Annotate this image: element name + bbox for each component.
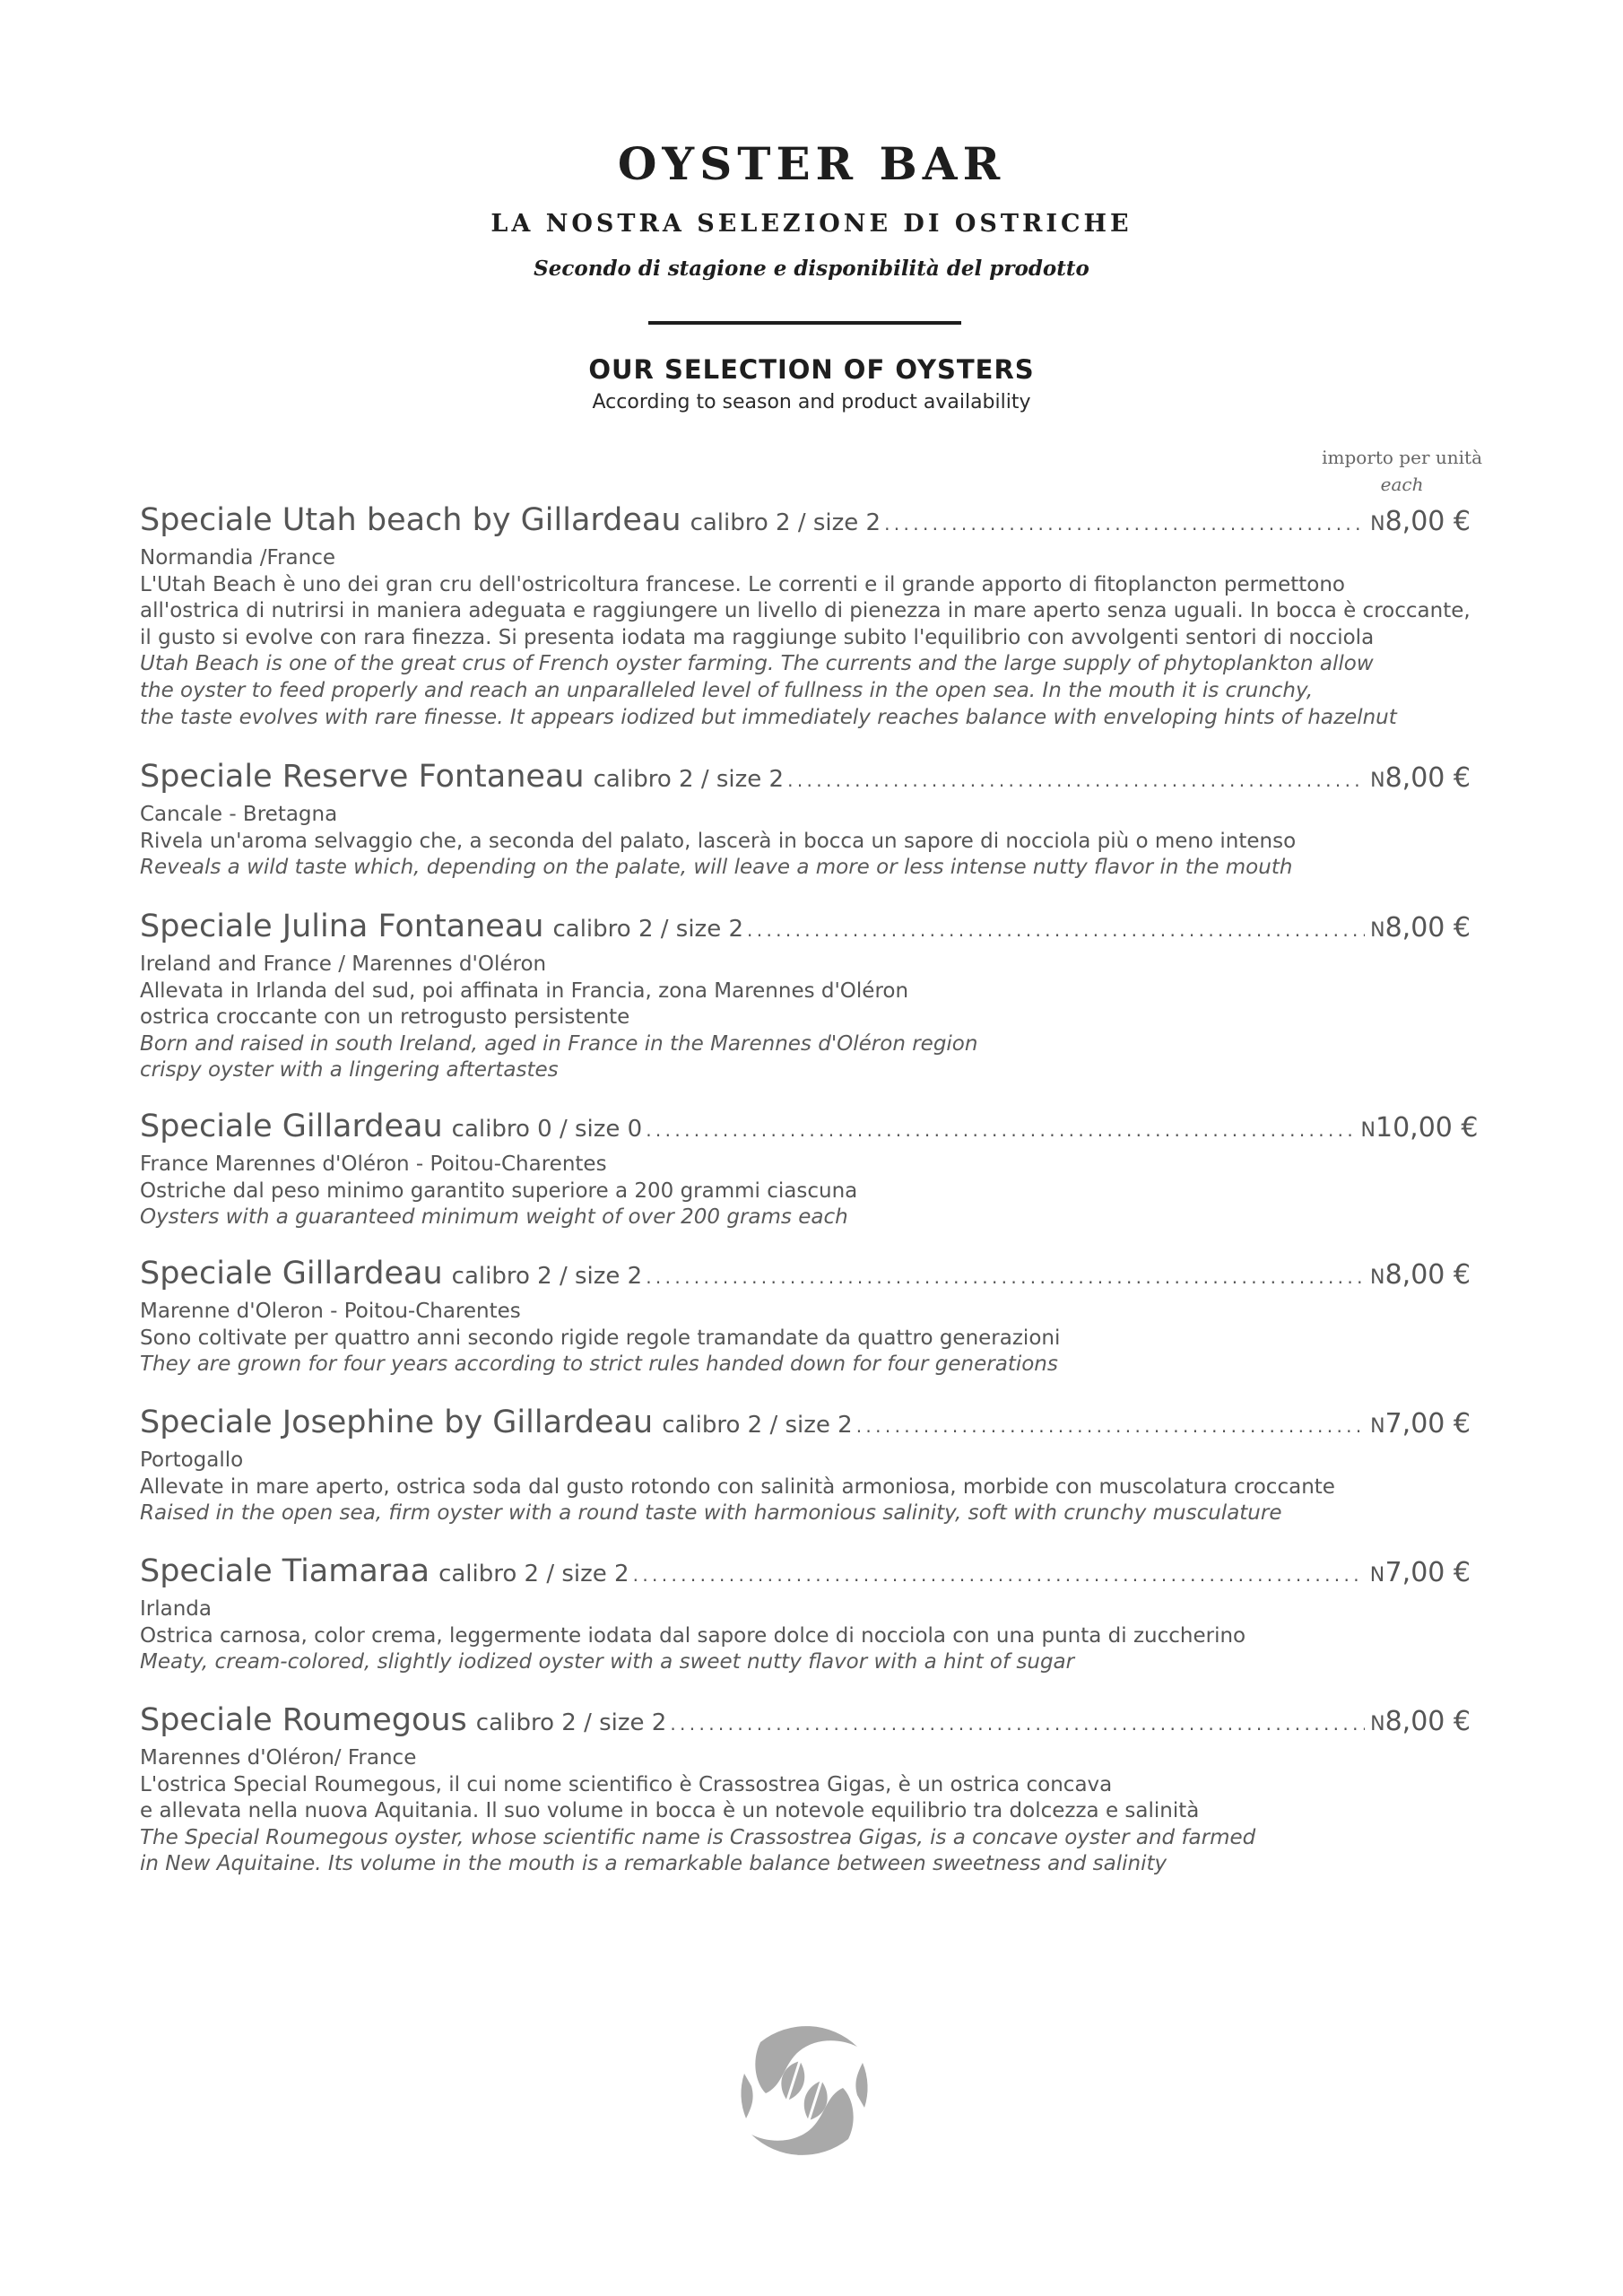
oyster-title-row bbox=[140, 1405, 1471, 1448]
oyster-origin: France Marennes d'Oléron - Poitou-Charentes bbox=[140, 1152, 607, 1176]
description-it-line: Allevate in mare aperto, ostrica soda dal gusto rotondo con salinità armoniosa, morbide con muscolatura croccante bbox=[140, 1474, 1335, 1499]
oyster-description bbox=[140, 545, 1471, 731]
oyster-origin: Portogallo bbox=[140, 1448, 244, 1472]
description-en-line: Utah Beach is one of the great crus of French oyster farming. The currents and the large supply of phytoplankton allow bbox=[140, 652, 1374, 676]
description-it-line: ostrica croccante con un retrogusto persistente bbox=[140, 1005, 630, 1030]
oyster-name: Speciale Tiamaraa bbox=[140, 1553, 430, 1589]
price-flag: N bbox=[1370, 919, 1385, 942]
description-it-line: Rivela un'aroma selvaggio che, a seconda del palato, lascerà in bocca un sapore di nocciola più o meno intenso bbox=[140, 829, 1297, 853]
oyster-origin: Ireland and France / Marennes d'Oléron bbox=[140, 952, 547, 976]
leader-dots bbox=[646, 1266, 1365, 1288]
description-it-line: Ostrica carnosa, color crema, leggermente iodata dal sapore dolce di nocciola con una punta di zuccherino bbox=[140, 1623, 1246, 1648]
oyster-description bbox=[140, 1596, 1471, 1676]
price-header-it: importo per unità bbox=[1322, 447, 1482, 468]
price-flag: N bbox=[1360, 1119, 1376, 1142]
description-it-line: L'Utah Beach è uno dei gran cru dell'ostricoltura francese. Le correnti e il grande apporto di fitoplancton permettono bbox=[140, 572, 1345, 596]
oyster-size: calibro 2 / size 2 bbox=[475, 1709, 667, 1736]
oyster-price: 8,00 € bbox=[1384, 1706, 1471, 1737]
oyster-name: Speciale Reserve Fontaneau bbox=[140, 759, 585, 795]
description-en-line: Reveals a wild taste which, depending on the palate, will leave a more or less intense nutty flavor in the mouth bbox=[140, 856, 1293, 880]
oyster-origin: Cancale - Bretagna bbox=[140, 803, 338, 826]
oyster-price: 7,00 € bbox=[1384, 1557, 1471, 1588]
oyster-size: calibro 0 / size 0 bbox=[451, 1116, 643, 1143]
page-title: OYSTER BAR bbox=[617, 137, 1006, 190]
oyster-item bbox=[140, 1109, 1479, 1231]
oyster-item bbox=[140, 1405, 1471, 1527]
description-en-line: Meaty, cream-colored, slightly iodized oyster with a sweet nutty flavor with a hint of sugar bbox=[140, 1650, 1075, 1674]
oyster-size: calibro 2 / size 2 bbox=[690, 509, 881, 536]
page-subtitle: LA NOSTRA SELEZIONE DI OSTRICHE bbox=[490, 210, 1133, 238]
oyster-name: Speciale Julina Fontaneau bbox=[140, 909, 544, 944]
price-flag: N bbox=[1370, 1266, 1385, 1289]
oyster-item bbox=[140, 502, 1471, 731]
oyster-price: 10,00 € bbox=[1376, 1112, 1479, 1144]
description-it-line: Sono coltivate per quattro anni secondo rigide regole tramandate da quattro generazioni bbox=[140, 1326, 1061, 1350]
oyster-item bbox=[140, 759, 1471, 882]
english-subtitle: According to season and product availability bbox=[592, 391, 1031, 413]
description-en-line: The Special Roumegous oyster, whose scientific name is Crassostrea Gigas, is a concave oyster and farmed bbox=[140, 1825, 1256, 1849]
oyster-description bbox=[140, 1152, 1471, 1231]
oyster-description bbox=[140, 1299, 1471, 1378]
oyster-origin: Normandia /France bbox=[140, 546, 336, 570]
oyster-size: calibro 2 / size 2 bbox=[662, 1412, 853, 1439]
leader-dots bbox=[884, 513, 1365, 535]
description-en-line: the taste evolves with rare finesse. It appears iodized but immediately reaches balance with enveloping hints of hazelnut bbox=[140, 705, 1397, 729]
oyster-price: 8,00 € bbox=[1384, 506, 1471, 537]
price-flag: N bbox=[1370, 1415, 1385, 1438]
oyster-price: 8,00 € bbox=[1384, 1259, 1471, 1291]
price-flag: N bbox=[1370, 513, 1385, 535]
oyster-price: 8,00 € bbox=[1384, 762, 1471, 794]
description-en-line: crispy oyster with a lingering aftertastes bbox=[140, 1058, 559, 1083]
oyster-title-row bbox=[140, 1702, 1471, 1745]
description-it-line: Ostriche dal peso minimo garantito superiore a 200 grammi ciascuna bbox=[140, 1178, 858, 1203]
oyster-item bbox=[140, 1553, 1471, 1676]
oyster-size: calibro 2 / size 2 bbox=[552, 916, 744, 943]
oyster-origin: Marenne d'Oleron - Poitou-Charentes bbox=[140, 1300, 521, 1323]
oyster-description bbox=[140, 802, 1471, 882]
oyster-price: 8,00 € bbox=[1384, 912, 1471, 944]
leader-dots bbox=[670, 1713, 1365, 1735]
oyster-item bbox=[140, 909, 1471, 1084]
description-it-line: all'ostrica di nutrirsi in maniera adeguata e raggiungere un livello di pienezza in mare aperto senza uguali. In bocca è croccante, bbox=[140, 599, 1471, 623]
oyster-name: Speciale Roumegous bbox=[140, 1702, 467, 1738]
oyster-description bbox=[140, 1745, 1471, 1878]
oyster-origin: Irlanda bbox=[140, 1597, 212, 1621]
description-en-line: Born and raised in south Ireland, aged in France in the Marennes d'Oléron region bbox=[140, 1031, 978, 1056]
description-it-line: e allevata nella nuova Aquitania. Il suo volume in bocca è un notevole equilibrio tra dolcezza e salinità bbox=[140, 1799, 1200, 1823]
price-flag: N bbox=[1370, 1713, 1385, 1735]
oyster-size: calibro 2 / size 2 bbox=[438, 1561, 629, 1587]
oyster-item bbox=[140, 1256, 1471, 1378]
price-column-header bbox=[1322, 444, 1482, 498]
leader-dots bbox=[747, 919, 1365, 941]
description-en-line: Oysters with a guaranteed minimum weight of over 200 grams each bbox=[140, 1205, 848, 1230]
oyster-title-row bbox=[140, 1256, 1471, 1299]
oyster-title-row bbox=[140, 759, 1471, 802]
oyster-size: calibro 2 / size 2 bbox=[451, 1263, 643, 1290]
oyster-name: Speciale Gillardeau bbox=[140, 1109, 443, 1144]
availability-note: Secondo di stagione e disponibilità del prodotto bbox=[534, 257, 1089, 281]
oyster-title-row bbox=[140, 1109, 1479, 1152]
description-en-line: the oyster to feed properly and reach an unparalleled level of fullness in the open sea. In the mouth it is crunchy, bbox=[140, 678, 1314, 702]
oyster-price: 7,00 € bbox=[1384, 1408, 1471, 1439]
description-en-line: in New Aquitaine. Its volume in the mouth is a remarkable balance between sweetness and salinity bbox=[140, 1852, 1167, 1876]
description-en-line: They are grown for four years according to strict rules handed down for four generations bbox=[140, 1352, 1058, 1377]
oyster-description bbox=[140, 1448, 1471, 1527]
oyster-name: Speciale Gillardeau bbox=[140, 1256, 443, 1292]
description-en-line: Raised in the open sea, firm oyster with a round taste with harmonious salinity, soft with crunchy musculature bbox=[140, 1501, 1282, 1526]
english-title: OUR SELECTION OF OYSTERS bbox=[588, 354, 1035, 385]
description-it-line: Allevata in Irlanda del sud, poi affinata in Francia, zona Marennes d'Oléron bbox=[140, 978, 909, 1003]
leader-dots bbox=[856, 1415, 1365, 1437]
price-flag: N bbox=[1369, 1564, 1385, 1587]
leaf-circle-logo-icon bbox=[725, 2011, 884, 2170]
leader-dots bbox=[646, 1119, 1355, 1141]
leader-dots bbox=[787, 770, 1365, 791]
oyster-item bbox=[140, 1702, 1471, 1878]
header-divider bbox=[648, 321, 961, 325]
price-header-en: each bbox=[1380, 474, 1424, 495]
oyster-title-row bbox=[140, 909, 1471, 952]
price-flag: N bbox=[1370, 770, 1385, 792]
oyster-description bbox=[140, 952, 1471, 1084]
description-it-line: il gusto si evolve con rara finezza. Si presenta iodata ma raggiunge subito l'equilibrio con avvolgenti sentori di nocciola bbox=[140, 625, 1375, 649]
oyster-title-row bbox=[140, 502, 1471, 545]
oyster-name: Speciale Utah beach by Gillardeau bbox=[140, 502, 681, 538]
oyster-size: calibro 2 / size 2 bbox=[593, 766, 785, 793]
oyster-origin: Marennes d'Oléron/ France bbox=[140, 1746, 417, 1770]
oyster-name: Speciale Josephine by Gillardeau bbox=[140, 1405, 654, 1440]
description-it-line: L'ostrica Special Roumegous, il cui nome scientifico è Crassostrea Gigas, è un ostrica concava bbox=[140, 1772, 1113, 1796]
leader-dots bbox=[633, 1564, 1365, 1586]
oyster-title-row bbox=[140, 1553, 1471, 1596]
